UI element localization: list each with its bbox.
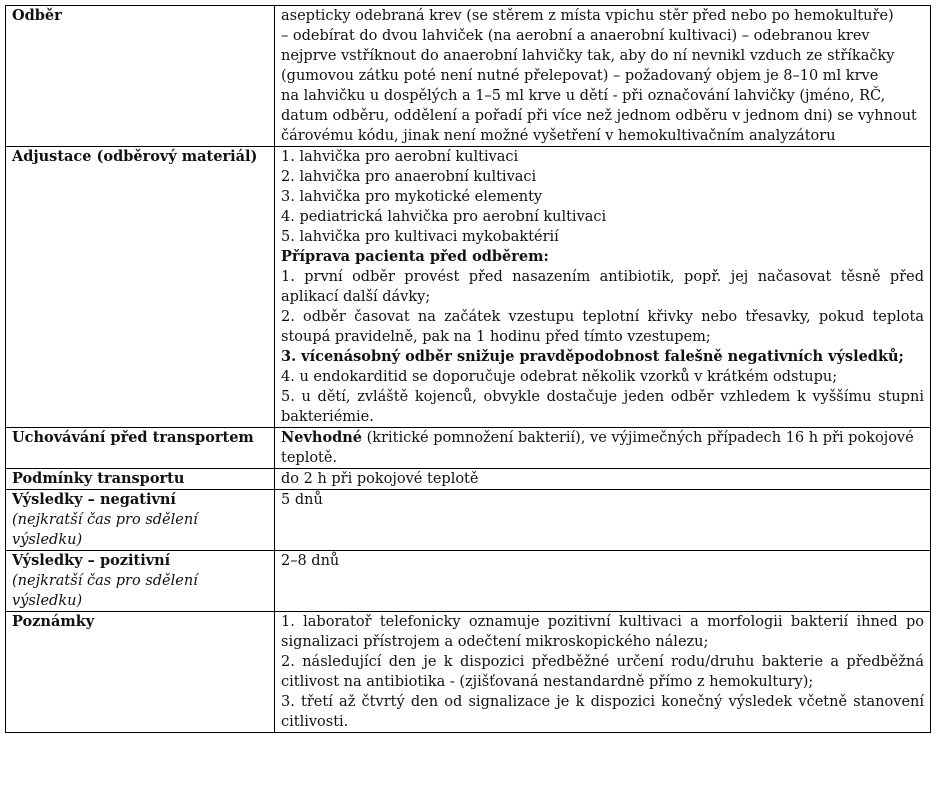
row-value [275, 612, 931, 733]
row-label [6, 551, 275, 612]
row-vysledky-pozitivni [6, 551, 931, 612]
list-item: 3. třetí až čtvrtý den od signalizace je k dispozici konečný výsledek včetně stanovení citlivosti. [281, 694, 924, 730]
list-item: 2. následující den je k dispozici předběžné určení rodu/druhu bakterie a předběžná citlivost na antibiotika - (zjišťovaná nestandardně přímo z hemokultury); [281, 654, 924, 690]
list-item: 5. u dětí, zvláště kojenců, obvykle dostačuje jeden odběr vzhledem k vyššímu stupni bakteriémie. [281, 389, 924, 425]
row-label [6, 490, 275, 551]
row-label: Podmínky transportu [6, 469, 275, 490]
text-line: nejprve vstříknout do anaerobní lahvičky tak, aby do ní nevnikl vzduch ze stříkačky [281, 48, 895, 64]
list-item: 5. lahvička pro kultivaci mykobaktérií [281, 229, 559, 245]
row-label: Uchovávání před transportem [6, 428, 275, 469]
row-label: Poznámky [6, 612, 275, 733]
list-item: 1. lahvička pro aerobní kultivaci [281, 149, 519, 165]
list-item: 3. vícenásobný odběr snižuje pravděpodobnost falešně negativních výsledků; [281, 348, 904, 365]
text-line: čárovému kódu, jinak není možné vyšetření v hemokultivačním analyzátoru [281, 128, 836, 144]
text-line: – odebírat do dvou lahviček (na aerobní a anaerobní kultivaci) – odebranou krev [281, 28, 870, 44]
row-label: Odběr [6, 6, 275, 147]
label-main: Výsledky – pozitivní [12, 552, 171, 569]
text-line: na lahvičku u dospělých a 1–5 ml krve u dětí - při označování lahvičky (jméno, RČ, [281, 88, 886, 104]
list-item: 1. první odběr provést před nasazením antibiotik, popř. jej načasovat těsně před aplikací další dávky; [281, 269, 924, 305]
row-label: Adjustace (odběrový materiál) [6, 147, 275, 428]
label-sub: (nejkratší čas pro sdělení výsledku) [12, 512, 198, 548]
text-rest: (kritické pomnožení bakterií), ve výjimečných případech 16 h při pokojové teplotě. [281, 430, 914, 466]
text-line [281, 428, 924, 468]
list-item: 3. lahvička pro mykotické elementy [281, 189, 543, 205]
row-value: 5 dnů [275, 490, 931, 551]
text-line: asepticky odebraná krev (se stěrem z místa vpichu stěr před nebo po hemokultuře) [281, 8, 894, 24]
list-item: 2. lahvička pro anaerobní kultivaci [281, 169, 537, 185]
row-odber [6, 6, 931, 147]
list-item: 2. odběr časovat na začátek vzestupu teplotní křivky nebo třesavky, pokud teplota stoupá pravidelně, pak na 1 hodinu před tímto vzestupem; [281, 309, 924, 345]
list-item: 4. pediatrická lahvička pro aerobní kultivaci [281, 209, 607, 225]
prep-heading: Příprava pacienta před odběrem: [281, 248, 549, 265]
list-item: 4. u endokarditid se doporučuje odebrat několik vzorků v krátkém odstupu; [281, 369, 838, 385]
row-value: do 2 h při pokojové teplotě [275, 469, 931, 490]
row-value [275, 428, 931, 469]
row-poznamky [6, 612, 931, 733]
label-sub: (nejkratší čas pro sdělení výsledku) [12, 573, 198, 609]
text-line: datum odběru, oddělení a pořadí při více než jednom odběru v jednom dni) se vyhnout [281, 108, 917, 124]
row-value [275, 6, 931, 147]
label-main: Výsledky – negativní [12, 491, 176, 508]
row-value [275, 147, 931, 428]
row-vysledky-negativni [6, 490, 931, 551]
row-uchovavani [6, 428, 931, 469]
specimen-table [5, 5, 931, 733]
row-adjustace [6, 147, 931, 428]
list-item: 1. laboratoř telefonicky oznamuje pozitivní kultivaci a morfologii bakterií ihned po signalizaci přístrojem a odečtení mikroskopického nálezu; [281, 614, 924, 650]
row-value: 2–8 dnů [275, 551, 931, 612]
text-line: (gumovou zátku poté není nutné přelepovat) – požadovaný objem je 8–10 ml krve [281, 68, 879, 84]
row-podminky [6, 469, 931, 490]
emphasis: Nevhodné [281, 429, 363, 446]
